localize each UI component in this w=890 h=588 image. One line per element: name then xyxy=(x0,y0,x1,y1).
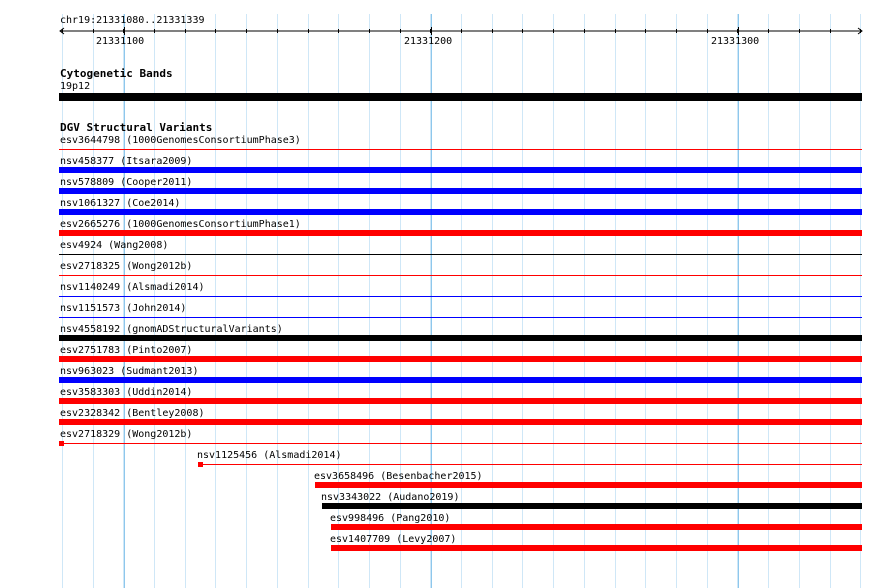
cytoband-label: 19p12 xyxy=(60,81,91,92)
dgv-feature-bar[interactable] xyxy=(315,482,862,488)
dgv-feature-label: esv3644798 (1000GenomesConsortiumPhase3) xyxy=(60,135,301,146)
dgv-feature-label: nsv1061327 (Coe2014) xyxy=(60,198,181,209)
dgv-feature-bar[interactable] xyxy=(59,296,862,297)
dgv-feature-start-box[interactable] xyxy=(198,462,203,467)
dgv-feature-bar[interactable] xyxy=(322,503,862,509)
ruler-axis xyxy=(0,0,890,60)
dgv-feature-label: esv2718325 (Wong2012b) xyxy=(60,261,193,272)
dgv-feature-bar[interactable] xyxy=(59,317,862,318)
dgv-feature-bar[interactable] xyxy=(59,377,862,383)
coordinate-ruler[interactable] xyxy=(0,0,890,60)
dgv-feature-bar[interactable] xyxy=(59,398,862,404)
ruler-tick-label: 21331100 xyxy=(96,36,145,47)
dgv-feature-bar[interactable] xyxy=(59,443,862,444)
cytoband-track-title: Cytogenetic Bands xyxy=(60,67,173,80)
dgv-feature-start-box[interactable] xyxy=(59,441,64,446)
dgv-feature-label: esv4924 (Wang2008) xyxy=(60,240,169,251)
dgv-feature-label: nsv458377 (Itsara2009) xyxy=(60,156,193,167)
dgv-feature-label: esv2751783 (Pinto2007) xyxy=(60,345,193,356)
dgv-feature-bar[interactable] xyxy=(59,209,862,215)
dgv-feature-label: nsv4558192 (gnomADStructuralVariants) xyxy=(60,324,283,335)
dgv-feature-bar[interactable] xyxy=(59,188,862,194)
dgv-feature-bar[interactable] xyxy=(59,419,862,425)
location-label: chr19:21331080..21331339 xyxy=(60,15,205,26)
dgv-feature-bar[interactable] xyxy=(59,335,862,341)
dgv-feature-bar[interactable] xyxy=(59,275,862,276)
dgv-feature-bar[interactable] xyxy=(59,356,862,362)
dgv-feature-label: nsv578809 (Cooper2011) xyxy=(60,177,193,188)
dgv-feature-label: esv2328342 (Bentley2008) xyxy=(60,408,205,419)
dgv-feature-label: esv1407709 (Levy2007) xyxy=(330,534,457,545)
dgv-track-title: DGV Structural Variants xyxy=(60,121,213,134)
dgv-feature-bar[interactable] xyxy=(59,149,862,150)
dgv-feature-label: nsv3343022 (Audano2019) xyxy=(321,492,460,503)
dgv-feature-label: nsv1125456 (Alsmadi2014) xyxy=(197,450,342,461)
dgv-feature-label: nsv1151573 (John2014) xyxy=(60,303,187,314)
dgv-feature-label: nsv1140249 (Alsmadi2014) xyxy=(60,282,205,293)
ruler-tick-label: 21331200 xyxy=(404,36,453,47)
dgv-feature-label: esv3658496 (Besenbacher2015) xyxy=(314,471,483,482)
dgv-feature-label: esv3583303 (Uddin2014) xyxy=(60,387,193,398)
ruler-tick-label: 21331300 xyxy=(711,36,760,47)
dgv-feature-bar[interactable] xyxy=(59,254,862,255)
dgv-feature-bar[interactable] xyxy=(331,545,862,551)
dgv-feature-bar[interactable] xyxy=(59,167,862,173)
dgv-feature-label: esv2718329 (Wong2012b) xyxy=(60,429,193,440)
dgv-feature-label: nsv963023 (Sudmant2013) xyxy=(60,366,199,377)
dgv-feature-bar[interactable] xyxy=(198,464,862,465)
cytoband-bar[interactable] xyxy=(59,93,862,101)
dgv-feature-label: esv998496 (Pang2010) xyxy=(330,513,451,524)
dgv-feature-bar[interactable] xyxy=(331,524,862,530)
dgv-feature-bar[interactable] xyxy=(59,230,862,236)
dgv-feature-label: esv2665276 (1000GenomesConsortiumPhase1) xyxy=(60,219,301,230)
